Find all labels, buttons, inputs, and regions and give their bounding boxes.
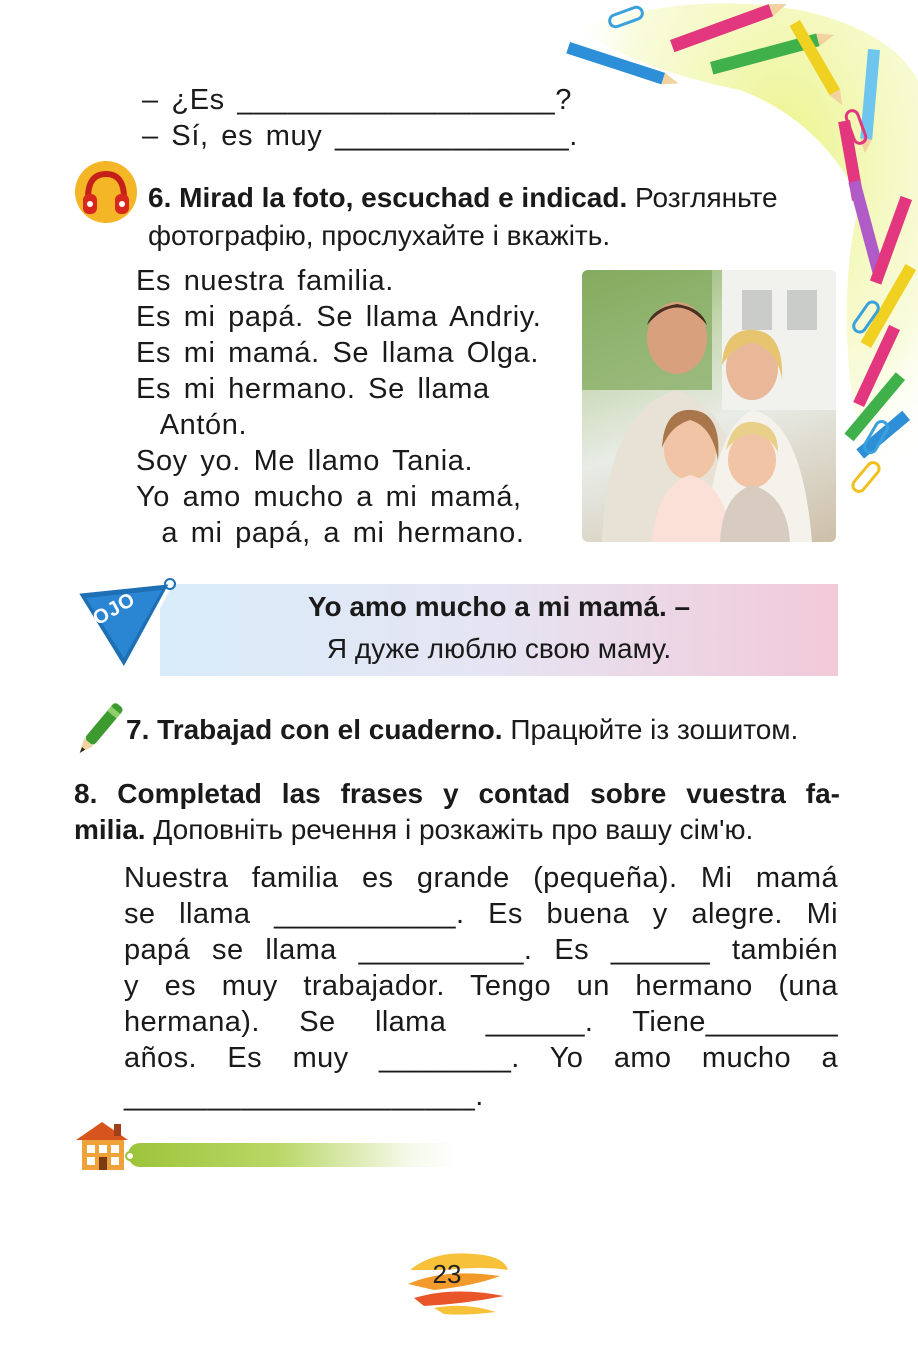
page-number: 23 bbox=[432, 1259, 462, 1289]
ojo-badge-label: OJO bbox=[89, 588, 140, 630]
ex6-line: Es nuestra familia. bbox=[136, 265, 394, 297]
ex6-line: Es mi papá. Se llama Andriy. bbox=[136, 301, 542, 333]
ex8-line: papá se llama __________. Es ______ también bbox=[124, 934, 838, 966]
family-photo bbox=[582, 270, 836, 542]
footer-green-bar bbox=[128, 1143, 458, 1167]
exercise-8-title-uk: Доповніть речення і розкажіть про вашу сім'ю. bbox=[153, 814, 754, 845]
ex8-line: Nuestra familia es grande (pequeña). Mi mamá bbox=[124, 862, 838, 894]
exercise-6-title-es: 6. Mirad la foto, escuchad e indicad. bbox=[148, 182, 628, 213]
ex6-line: Yo amo mucho a mi mamá, bbox=[136, 481, 522, 513]
ojo-ukrainian-text: Я дуже люблю свою маму. bbox=[326, 633, 672, 664]
ex6-line: Antón. bbox=[136, 409, 248, 441]
exercise-8-heading-line-2 bbox=[74, 812, 840, 848]
exercise-6-title-uk-1: Розгляньте bbox=[635, 182, 778, 213]
ex8-last-line: _____________________. bbox=[124, 1080, 484, 1112]
dialog-answer-line: – Sí, es muy ______________. bbox=[142, 120, 578, 152]
ex8-line: hermana). Se llama ______. Tiene________ bbox=[124, 1006, 838, 1038]
house-icon bbox=[74, 1120, 134, 1172]
dialog-question-line: – ¿Es ___________________? bbox=[142, 84, 572, 116]
ex6-line: a mi papá, a mi hermano. bbox=[136, 517, 525, 549]
exercise-6-title-uk-2: фотографію, прослухайте і вкажіть. bbox=[148, 220, 611, 251]
ojo-spanish-text: Yo amo mucho a mi mamá. – bbox=[307, 591, 691, 622]
ex8-line: años. Es muy ________. Yo amo mucho a bbox=[124, 1042, 838, 1074]
exercise-8-title-es-2: milia. bbox=[74, 814, 146, 845]
pen-icon bbox=[74, 698, 124, 762]
exercise-7-title-es: 7. Trabajad con el cuaderno. bbox=[126, 714, 503, 745]
ex8-line: y es muy trabajador. Tengo un hermano (una bbox=[124, 970, 838, 1002]
ex6-line: Soy yo. Me llamo Tania. bbox=[136, 445, 474, 477]
exercise-6-heading bbox=[148, 180, 848, 216]
exercise-8-title-es-1: 8. Completad las frases y contad sobre vuestra fa- bbox=[74, 778, 840, 809]
ex6-line: Es mi mamá. Se llama Olga. bbox=[136, 337, 540, 369]
ex8-line: se llama ___________. Es buena y alegre. Mi bbox=[124, 898, 838, 930]
exercise-7-title-uk: Працюйте із зошитом. bbox=[510, 714, 799, 745]
ex6-line: Es mi hermano. Se llama bbox=[136, 373, 490, 405]
exercise-7-heading bbox=[126, 712, 846, 748]
family-photo-illustration bbox=[582, 270, 836, 542]
headphones-icon bbox=[74, 160, 138, 224]
